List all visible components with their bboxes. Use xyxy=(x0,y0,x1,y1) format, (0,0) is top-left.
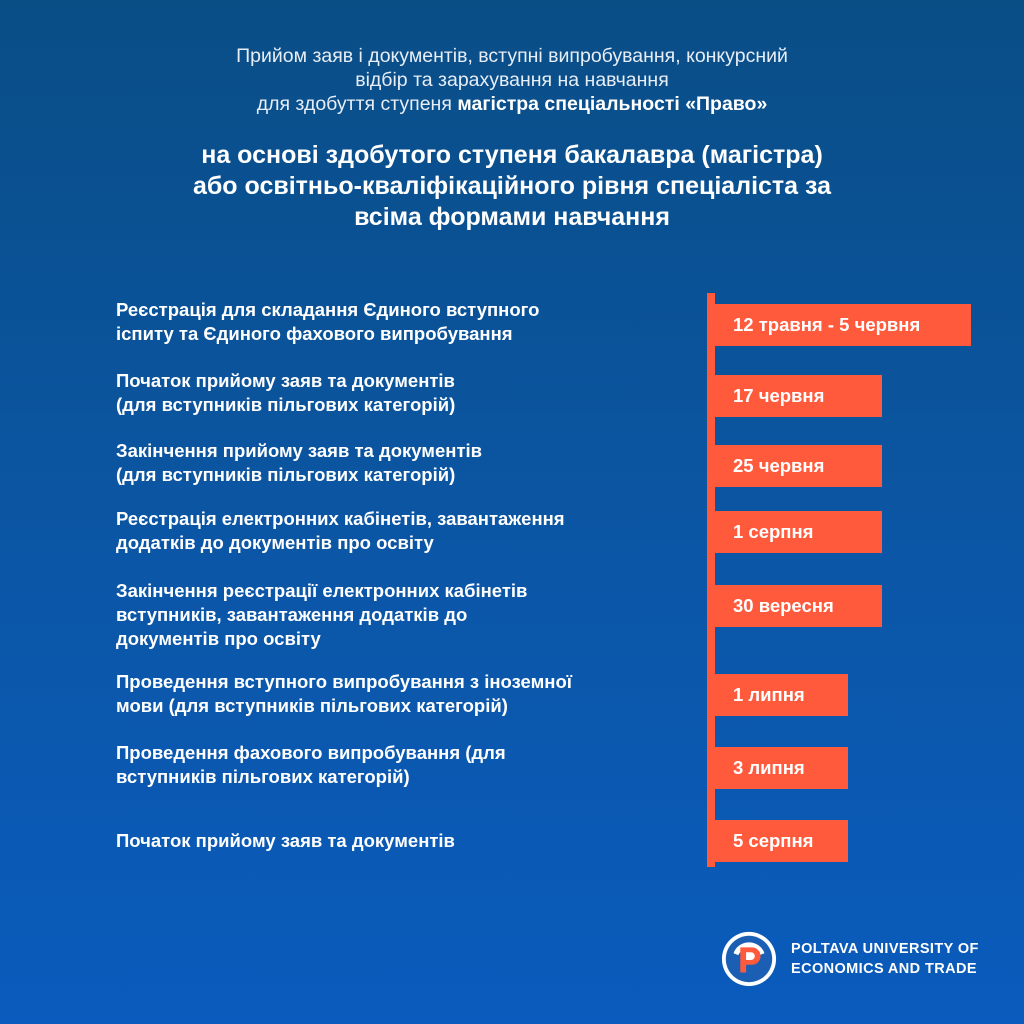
timeline-step-label-line: вступників, завантаження додатків до xyxy=(116,604,468,625)
timeline-date-tag: 25 червня xyxy=(707,445,882,487)
timeline-step-label xyxy=(116,579,676,651)
timeline-step-label-line: мови (для вступників пільгових категорій) xyxy=(116,695,508,716)
timeline-date-tag: 12 травня - 5 червня xyxy=(707,304,971,346)
timeline-step-label-line: Початок прийому заяв та документів xyxy=(116,830,455,851)
university-name-line-1: POLTAVA UNIVERSITY OF xyxy=(791,941,979,957)
timeline-step-label xyxy=(116,369,676,417)
intro-line-3-prefix: для здобуття ступеня xyxy=(256,93,452,115)
timeline-step-label-line: вступників пільгових категорій) xyxy=(116,766,410,787)
timeline-step-label-line: документів про освіту xyxy=(116,628,321,649)
timeline-step-label-line: Реєстрація для складання Єдиного вступного xyxy=(116,299,540,320)
timeline-date-tag: 1 липня xyxy=(707,674,848,716)
headline xyxy=(0,140,1024,233)
timeline-step-label-line: Реєстрація електронних кабінетів, завантаження xyxy=(116,508,565,529)
intro-line-1: Прийом заяв і документів, вступні випробування, конкурсний xyxy=(236,45,788,67)
timeline-date-tag: 17 червня xyxy=(707,375,882,417)
intro-line-3-highlight: магістра спеціальності «Право» xyxy=(457,93,768,115)
timeline-step-label xyxy=(116,507,676,555)
timeline-step-label-line: додатків до документів про освіту xyxy=(116,532,434,553)
intro-line-3 xyxy=(0,92,1024,116)
timeline-step-label xyxy=(116,298,676,346)
headline-line-2: або освітньо-кваліфікаційного рівня спеціаліста за xyxy=(192,172,832,200)
university-brand xyxy=(720,930,1000,990)
timeline-step-label-line: іспиту та Єдиного фахового випробування xyxy=(116,323,513,344)
timeline-date-tag: 1 серпня xyxy=(707,511,882,553)
timeline-step-label xyxy=(116,670,676,718)
timeline-step-label-line: Проведення фахового випробування (для xyxy=(116,742,506,763)
headline-line-3: всіма формами навчання xyxy=(354,203,670,231)
timeline-date-tag: 3 липня xyxy=(707,747,848,789)
timeline-date-tag: 30 вересня xyxy=(707,585,882,627)
timeline-step-label-line: Проведення вступного випробування з іноземної xyxy=(116,671,572,692)
timeline-step-label-line: Закінчення реєстрації електронних кабінетів xyxy=(116,580,528,601)
timeline-step-label xyxy=(116,741,676,789)
intro-text xyxy=(0,44,1024,116)
timeline-step-label xyxy=(116,439,676,487)
timeline-step-label-line: Закінчення прийому заяв та документів xyxy=(116,440,483,461)
timeline-step-label xyxy=(116,829,676,853)
university-logo-icon xyxy=(720,930,778,988)
intro-line-2: відбір та зарахування на навчання xyxy=(355,69,669,91)
university-name xyxy=(791,939,979,979)
timeline-step-label-line: (для вступників пільгових категорій) xyxy=(116,394,456,415)
timeline-date-tag: 5 серпня xyxy=(707,820,848,862)
timeline-step-label-line: (для вступників пільгових категорій) xyxy=(116,464,456,485)
headline-line-1: на основі здобутого ступеня бакалавра (магістра) xyxy=(201,141,823,169)
university-name-line-2: ECONOMICS AND TRADE xyxy=(791,961,977,977)
timeline-step-label-line: Початок прийому заяв та документів xyxy=(116,370,455,391)
